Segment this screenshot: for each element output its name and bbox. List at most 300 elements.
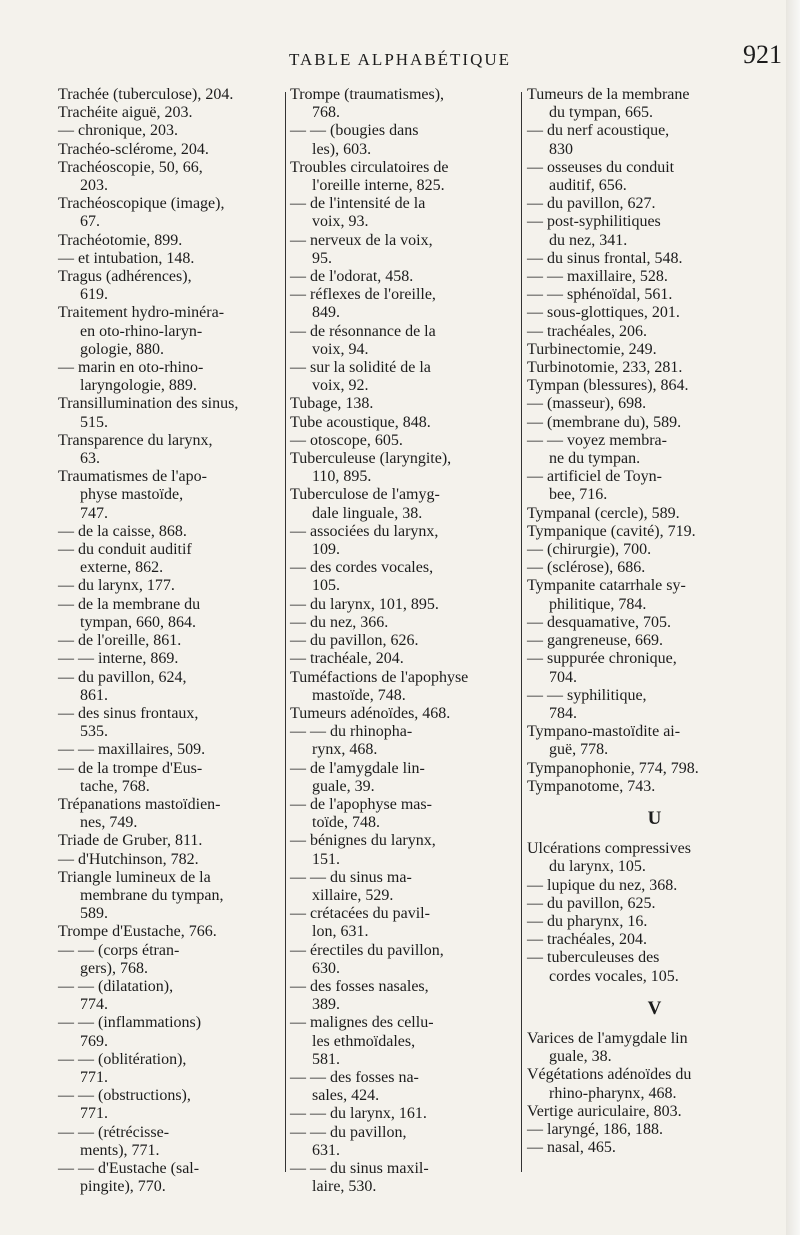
index-entry-line: Tragus (adhérences), — [58, 268, 192, 286]
index-entry-line: — — des fosses na- — [290, 1068, 419, 1086]
index-entry-continuation: du larynx, 105. — [549, 858, 646, 876]
index-entry-line: — du pharynx, 16. — [527, 912, 648, 930]
index-entry — [290, 286, 518, 322]
index-entry-line: — du pavillon, 626. — [290, 632, 419, 650]
index-entry — [290, 450, 518, 486]
index-entry-line: Tympanal (cercle), 589. — [527, 504, 680, 522]
index-entry — [58, 432, 283, 468]
index-entry-line: Troubles circulatoires de — [290, 158, 449, 176]
index-entry-continuation: 515. — [80, 413, 108, 431]
section-heading-v: V — [647, 997, 662, 1019]
index-entry — [290, 523, 518, 559]
index-entry — [58, 760, 283, 796]
index-entry-line: Tympanite catarrhale sy- — [527, 577, 686, 595]
index-entry-line: — des cordes vocales, — [290, 559, 434, 577]
index-entry-continuation: 747. — [80, 504, 108, 522]
index-entry-line: — suppurée chronique, — [527, 650, 677, 668]
index-entry-continuation: 535. — [80, 723, 108, 741]
index-entry — [58, 104, 283, 122]
index-entry-line: — (chirurgie), 700. — [527, 541, 652, 559]
index-entry — [290, 1069, 518, 1105]
page-edge — [786, 0, 800, 1235]
index-list-u — [527, 840, 782, 986]
index-entry — [290, 650, 518, 668]
index-entry-continuation: membrane du tympan, — [80, 886, 224, 904]
index-entry-line: — des fosses nasales, — [290, 977, 429, 995]
index-entry-continuation: l'oreille interne, 825. — [312, 177, 445, 195]
index-entry — [527, 122, 782, 158]
index-entry — [527, 1121, 782, 1139]
index-entry-line: — tuberculeuses des — [527, 949, 660, 967]
index-entry-line: — d'Hutchinson, 782. — [58, 850, 199, 868]
index-entry — [58, 577, 283, 595]
index-entry — [527, 614, 782, 632]
index-entry-continuation: externe, 862. — [80, 559, 164, 577]
index-entry-line: — sur la solidité de la — [290, 359, 431, 377]
index-entry — [58, 923, 283, 941]
index-entry — [58, 159, 283, 195]
index-entry-line: — nasal, 465. — [527, 1139, 616, 1157]
index-entry — [290, 632, 518, 650]
index-entry-continuation: lon, 631. — [312, 923, 369, 941]
index-entry-line: Triangle lumineux de la — [58, 868, 211, 886]
index-entry-continuation: 67. — [80, 213, 100, 231]
index-entry — [58, 232, 283, 250]
index-entry — [58, 705, 283, 741]
running-header: TABLE ALPHABÉTIQUE — [288, 50, 512, 69]
index-entry — [58, 395, 283, 431]
index-entry — [290, 432, 518, 450]
index-entry-line: Turbinotomie, 233, 281. — [527, 359, 683, 377]
index-entry-continuation: 589. — [80, 905, 108, 923]
index-entry — [290, 905, 518, 941]
index-entry — [527, 505, 782, 523]
index-entry — [527, 931, 782, 949]
index-entry-line: — desquamative, 705. — [527, 613, 671, 631]
index-entry-line: — de résonnance de la — [290, 322, 436, 340]
index-entry-continuation: ments), 771. — [80, 1141, 160, 1159]
index-entry — [290, 614, 518, 632]
index-entry — [58, 468, 283, 523]
index-entry-line: Tumeurs adénoïdes, 468. — [290, 704, 451, 722]
index-entry-line: Triade de Gruber, 811. — [58, 832, 203, 850]
index-entry-continuation: du nez, 341. — [549, 231, 628, 249]
index-entry-line: — de la trompe d'Eus- — [58, 759, 203, 777]
index-entry — [58, 250, 283, 268]
index-entry — [527, 1030, 782, 1066]
index-entry-line: — — interne, 869. — [58, 650, 179, 668]
index-entry-line: — bénignes du larynx, — [290, 832, 436, 850]
index-entry-line: — otoscope, 605. — [290, 431, 403, 449]
index-entry — [290, 159, 518, 195]
index-entry-line: — osseuses du conduit — [527, 158, 675, 176]
index-entry — [527, 250, 782, 268]
index-list-v — [527, 1030, 782, 1157]
index-entry-line: — du pavillon, 624, — [58, 668, 187, 686]
index-entry — [290, 705, 518, 723]
index-entry — [527, 1103, 782, 1121]
index-entry-line: — réflexes de l'oreille, — [290, 286, 436, 304]
index-entry-line: — — (rétrécisse- — [58, 1123, 170, 1141]
index-entry-line: — du pavillon, 625. — [527, 894, 656, 912]
index-entry — [527, 304, 782, 322]
index-entry-line: Varices de l'amygdale lin — [527, 1029, 688, 1047]
index-entry-line: Traitement hydro-minéra- — [58, 304, 225, 322]
index-entry-continuation: en oto-rhino-laryn- — [80, 322, 203, 340]
index-entry — [290, 1014, 518, 1069]
index-entry — [527, 632, 782, 650]
index-entry-line: Tuberculeuse (laryngite), — [290, 450, 452, 468]
index-entry-line: Vertige auriculaire, 803. — [527, 1102, 682, 1120]
index-column-2 — [290, 86, 518, 1196]
index-entry-line: — — du sinus ma- — [290, 868, 412, 886]
index-entry-line: — — maxillaires, 509. — [58, 741, 206, 759]
index-entry-line: — — du pavillon, — [290, 1123, 407, 1141]
index-entry — [58, 122, 283, 140]
index-entry-line: Ulcérations compressives — [527, 840, 691, 858]
index-entry — [290, 323, 518, 359]
index-entry-continuation: 151. — [312, 850, 340, 868]
index-entry-line: Trépanations mastoïdien- — [58, 795, 221, 813]
index-entry-line: Tumeurs de la membrane — [527, 86, 690, 103]
index-entry-line: — de l'oreille, 861. — [58, 632, 182, 650]
index-entry — [58, 141, 283, 159]
index-entry-line: Trachéo-sclérome, 204. — [58, 140, 209, 158]
index-entry — [58, 1014, 283, 1050]
section-heading-u: U — [647, 807, 662, 829]
index-entry — [527, 913, 782, 931]
index-entry-line: — — du larynx, 161. — [290, 1105, 427, 1123]
index-entry — [58, 978, 283, 1014]
index-entry-line: — de la membrane du — [58, 595, 201, 613]
index-entry-line: — laryngé, 186, 188. — [527, 1120, 663, 1138]
index-entry — [290, 1124, 518, 1160]
index-entry-line: — de l'odorat, 458. — [290, 268, 414, 286]
index-entry-line: — du sinus frontal, 548. — [527, 249, 683, 267]
index-entry — [58, 650, 283, 668]
index-entry-line: — lupique du nez, 368. — [527, 876, 678, 894]
index-entry-continuation: laire, 530. — [312, 1178, 377, 1196]
index-entry — [58, 268, 283, 304]
index-entry-line: Trachéotomie, 899. — [58, 231, 183, 249]
index-entry-continuation: nes, 749. — [80, 814, 138, 832]
index-entry-line: — crétacées du pavil- — [290, 905, 430, 923]
index-entry — [527, 723, 782, 759]
index-entry-continuation: sales, 424. — [312, 1087, 380, 1105]
index-entry — [58, 942, 283, 978]
index-entry-line: Trachéite aiguë, 203. — [58, 104, 193, 122]
index-entry-continuation: 631. — [312, 1141, 340, 1159]
index-entry — [527, 286, 782, 304]
index-entry — [290, 1105, 518, 1123]
index-entry — [290, 122, 518, 158]
index-entry — [290, 978, 518, 1014]
column-rule — [285, 92, 286, 1172]
index-entry-continuation: voix, 92. — [312, 377, 369, 395]
index-list-t — [527, 86, 782, 796]
index-entry-continuation: voix, 94. — [312, 340, 369, 358]
index-entry — [58, 541, 283, 577]
index-entry — [58, 1087, 283, 1123]
index-entry-line: Tuberculose de l'amyg- — [290, 486, 440, 504]
index-column-1 — [58, 86, 283, 1196]
index-entry-line: — — maxillaire, 528. — [527, 268, 668, 286]
index-entry-line: Trachéoscopie, 50, 66, — [58, 158, 203, 176]
index-entry-continuation: tympan, 660, 864. — [80, 613, 196, 631]
index-entry-continuation: 771. — [80, 1105, 108, 1123]
index-entry — [290, 395, 518, 413]
index-entry — [290, 832, 518, 868]
index-entry-line: Tuméfactions de l'apophyse — [290, 668, 469, 686]
index-entry-line: — sous-glottiques, 201. — [527, 304, 680, 322]
index-entry-line: — du pavillon, 627. — [527, 195, 656, 213]
index-entry — [527, 195, 782, 213]
index-entry-continuation: gologie, 880. — [80, 340, 164, 358]
index-entry-line: — de l'intensité de la — [290, 195, 426, 213]
index-entry-line: Végétations adénoïdes du — [527, 1066, 692, 1084]
index-entry-line: — trachéales, 206. — [527, 322, 647, 340]
index-entry-line: — — (dilatation), — [58, 977, 174, 995]
index-entry — [290, 268, 518, 286]
index-entry — [527, 541, 782, 559]
index-entry-line: — érectiles du pavillon, — [290, 941, 444, 959]
index-entry-line: Tympanotome, 743. — [527, 777, 656, 795]
index-entry-line: — artificiel de Toyn- — [527, 468, 662, 486]
index-entry — [527, 577, 782, 613]
index-entry-line: Trompe d'Eustache, 766. — [58, 923, 217, 941]
index-entry-continuation: rhino-pharynx, 468. — [549, 1084, 677, 1102]
index-entry-continuation: 630. — [312, 959, 340, 977]
index-entry — [527, 468, 782, 504]
index-entry-continuation: bee, 716. — [549, 486, 608, 504]
index-entry-line: — — (obstructions), — [58, 1087, 191, 1105]
index-entry-continuation: toïde, 748. — [312, 814, 380, 832]
index-entry-continuation: 830 — [549, 140, 573, 158]
index-entry-continuation: pingite), 770. — [80, 1178, 166, 1196]
index-entry-line: Trachée (tuberculose), 204. — [58, 86, 234, 103]
index-entry-continuation: 704. — [549, 668, 577, 686]
index-entry-continuation: auditif, 656. — [549, 177, 627, 195]
index-entry-continuation: 95. — [312, 249, 332, 267]
index-entry — [527, 268, 782, 286]
index-entry-continuation: 861. — [80, 686, 108, 704]
index-entry — [58, 1124, 283, 1160]
index-entry-continuation: 389. — [312, 996, 340, 1014]
index-column-3 — [527, 86, 782, 1157]
index-entry — [58, 195, 283, 231]
index-entry-continuation: 109. — [312, 541, 340, 559]
index-entry-continuation: 110, 895. — [312, 468, 372, 486]
index-entry-line: — — (bougies dans — [290, 122, 419, 140]
index-entry-line: — du nez, 366. — [290, 613, 389, 631]
index-entry-continuation: xillaire, 529. — [312, 886, 394, 904]
index-entry — [527, 377, 782, 395]
index-entry-line: — trachéale, 204. — [290, 650, 404, 668]
column-rule — [521, 92, 522, 1172]
index-entry-continuation: 784. — [549, 704, 577, 722]
index-entry-line: Tympanique (cavité), 719. — [527, 522, 696, 540]
index-entry — [527, 395, 782, 413]
index-entry-continuation: du tympan, 665. — [549, 104, 653, 122]
index-entry-line: Trompe (traumatismes), — [290, 86, 445, 103]
index-entry-line: — du larynx, 177. — [58, 577, 175, 595]
index-entry-line: — de la caisse, 868. — [58, 522, 187, 540]
index-entry — [290, 1160, 518, 1196]
index-entry — [290, 723, 518, 759]
index-entry — [58, 741, 283, 759]
index-entry-continuation: 769. — [80, 1032, 108, 1050]
index-entry-continuation: 581. — [312, 1050, 340, 1068]
index-entry-line: Tympano-mastoïdite ai- — [527, 723, 681, 741]
index-entry-continuation: gers), 768. — [80, 959, 148, 977]
index-entry-continuation: les), 603. — [312, 140, 372, 158]
index-entry — [290, 760, 518, 796]
index-entry — [58, 304, 283, 359]
page-number: 921 — [743, 40, 782, 69]
index-entry-continuation: cordes vocales, 105. — [549, 967, 679, 985]
index-entry-line: — post-syphilitiques — [527, 213, 661, 231]
index-entry-continuation: 771. — [80, 1068, 108, 1086]
index-entry-line: Trachéoscopique (image), — [58, 195, 225, 213]
index-entry — [58, 596, 283, 632]
index-entry-line: — de l'apophyse mas- — [290, 795, 432, 813]
index-entry-line: — du larynx, 101, 895. — [290, 595, 439, 613]
index-entry-line: — — (corps étran- — [58, 941, 180, 959]
index-entry — [58, 669, 283, 705]
index-entry — [527, 86, 782, 122]
index-entry-line: — — sphénoïdal, 561. — [527, 286, 673, 304]
index-entry-continuation: guë, 778. — [549, 741, 609, 759]
index-entry — [527, 523, 782, 541]
index-entry-continuation: physe mastoïde, — [80, 486, 184, 504]
index-entry — [527, 213, 782, 249]
index-entry-line: Tubage, 138. — [290, 395, 374, 413]
index-entry — [527, 159, 782, 195]
index-entry-continuation: mastoïde, 748. — [312, 686, 406, 704]
index-entry-continuation: voix, 93. — [312, 213, 369, 231]
index-entry-line: — et intubation, 148. — [58, 249, 195, 267]
index-entry-continuation: rynx, 468. — [312, 741, 378, 759]
index-entry-line: — (masseur), 698. — [527, 395, 647, 413]
index-entry-line: — des sinus frontaux, — [58, 704, 199, 722]
index-entry — [527, 1139, 782, 1157]
index-entry-continuation: 849. — [312, 304, 340, 322]
index-entry-line: — du nerf acoustique, — [527, 122, 670, 140]
index-entry — [527, 359, 782, 377]
index-entry — [527, 687, 782, 723]
index-entry-continuation: les ethmoïdales, — [312, 1032, 416, 1050]
index-entry — [527, 778, 782, 796]
index-entry-line: Turbinectomie, 249. — [527, 340, 657, 358]
index-entry — [527, 341, 782, 359]
index-entry — [58, 86, 283, 104]
index-entry — [290, 869, 518, 905]
index-entry — [290, 359, 518, 395]
index-entry-line: — associées du larynx, — [290, 522, 439, 540]
index-entry — [290, 796, 518, 832]
index-entry — [527, 760, 782, 778]
index-entry-continuation: dale linguale, 38. — [312, 504, 423, 522]
index-entry-continuation: laryngologie, 889. — [80, 377, 197, 395]
index-entry — [290, 942, 518, 978]
index-entry-continuation: ne du tympan. — [549, 450, 641, 468]
index-entry-continuation: tache, 768. — [80, 777, 150, 795]
index-entry-line: — — (oblitération), — [58, 1050, 187, 1068]
index-entry-continuation: 203. — [80, 177, 108, 195]
index-entry-line: — trachéales, 204. — [527, 931, 647, 949]
index-entry-line: — chronique, 203. — [58, 122, 178, 140]
index-entry-line: Tympanophonie, 774, 798. — [527, 759, 699, 777]
index-entry-line: — — du sinus maxil- — [290, 1159, 429, 1177]
index-entry — [58, 359, 283, 395]
index-entry — [527, 949, 782, 985]
index-entry-line: Transillumination des sinus, — [58, 395, 239, 413]
index-entry — [58, 832, 283, 850]
index-entry — [527, 650, 782, 686]
index-entry — [58, 523, 283, 541]
index-entry — [527, 1066, 782, 1102]
index-entry — [290, 414, 518, 432]
index-entry — [290, 596, 518, 614]
index-entry-line: — (sclérose), 686. — [527, 559, 646, 577]
index-entry-continuation: guale, 39. — [312, 777, 375, 795]
index-entry — [58, 796, 283, 832]
index-entry — [527, 432, 782, 468]
index-entry — [58, 851, 283, 869]
index-entry-line: — — d'Eustache (sal- — [58, 1159, 200, 1177]
index-entry-line: — — syphilitique, — [527, 686, 647, 704]
index-entry-line: — marin en oto-rhino- — [58, 359, 204, 377]
index-entry — [290, 559, 518, 595]
index-entry — [527, 414, 782, 432]
index-entry-continuation: 768. — [312, 104, 340, 122]
index-entry — [527, 877, 782, 895]
index-entry-line: Tympan (blessures), 864. — [527, 377, 689, 395]
index-entry — [527, 895, 782, 913]
index-entry-line: — — du rhinopha- — [290, 723, 413, 741]
index-entry-continuation: 619. — [80, 286, 108, 304]
index-entry-line: Transparence du larynx, — [58, 431, 213, 449]
index-entry — [527, 840, 782, 876]
index-entry-line: — malignes des cellu- — [290, 1014, 434, 1032]
index-entry — [290, 195, 518, 231]
index-entry-line: Traumatismes de l'apo- — [58, 468, 207, 486]
index-entry-line: — — voyez membra- — [527, 431, 667, 449]
index-entry-line: — nerveux de la voix, — [290, 231, 433, 249]
index-entry — [58, 632, 283, 650]
index-entry-continuation: 774. — [80, 996, 108, 1014]
index-entry — [527, 559, 782, 577]
index-entry — [290, 669, 518, 705]
index-entry-line: — (membrane du), 589. — [527, 413, 682, 431]
index-entry — [58, 1160, 283, 1196]
index-entry-line: — — (inflammations) — [58, 1014, 202, 1032]
index-entry-continuation: 63. — [80, 450, 100, 468]
index-entry-line: — gangreneuse, 669. — [527, 632, 663, 650]
index-entry — [58, 869, 283, 924]
index-entry-continuation: 105. — [312, 577, 340, 595]
index-entry-line: — du conduit auditif — [58, 541, 192, 559]
index-entry — [290, 486, 518, 522]
index-entry — [290, 232, 518, 268]
index-entry-continuation: philitique, 784. — [549, 595, 647, 613]
index-entry-line: Tube acoustique, 848. — [290, 413, 431, 431]
index-entry-continuation: guale, 38. — [549, 1048, 612, 1066]
index-entry — [290, 86, 518, 122]
index-entry — [527, 323, 782, 341]
index-entry — [58, 1051, 283, 1087]
index-entry-line: — de l'amygdale lin- — [290, 759, 425, 777]
